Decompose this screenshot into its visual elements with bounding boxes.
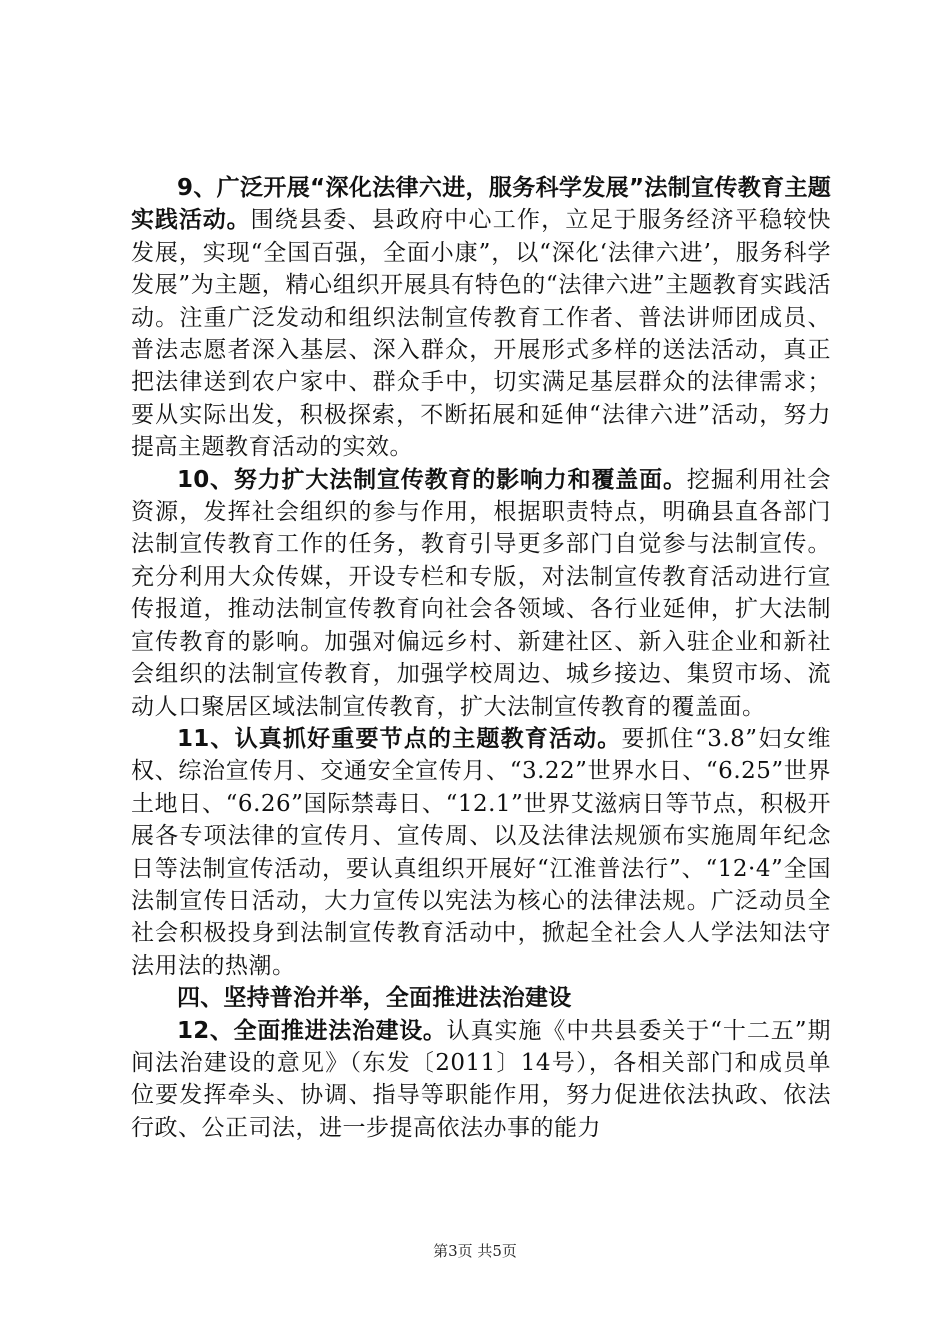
paragraph-item-11 [131, 723, 831, 982]
paragraph-body: 围绕县委、县政府中心工作，立足于服务经济平稳较快发展，实现“全国百强，全面小康”，以“深化‘法律六进’，服务科学发展”为主题，精心组织开展具有特色的“法律六进”主题教育实践活动。注重广泛发动和组织法制宣传教育工作者、普法讲师团成员、普法志愿者深入基层、深入群众，开展形式多样的送法活动，真正把法律送到农户家中、群众手中，切实满足基层群众的法律需求；要从实际出发，积极探索，不断拓展和延伸“法律六进”活动，努力提高主题教育活动的实效。 [131, 207, 832, 461]
paragraph-body: 认真实施《中共县委关于“十二五”期间法治建设的意见》（东发〔2011〕14号），各相关部门和成员单位要发挥牵头、协调、指导等职能作用，努力促进依法执政、依法行政、公正司法，进一步提高依法办事的能力 [131, 1017, 831, 1141]
paragraph-item-9 [131, 172, 831, 464]
page-number-footer: 第3页 共5页 [433, 1242, 517, 1260]
paragraph-body: 挖掘利用社会资源，发挥社会组织的参与作用，根据职责特点，明确县直各部门法制宣传教育工作的任务，教育引导更多部门自觉参与法制宣传。充分利用大众传媒，开设专栏和专版，对法制宣传教育活动进行宣传报道，推动法制宣传教育向社会各领域、各行业延伸，扩大法制宣传教育的影响。加强对偏远乡村、新建社区、新入驻企业和新社会组织的法制宣传教育，加强学校周边、城乡接边、集贸市场、流动人口聚居区域法制宣传教育，扩大法制宣传教育的覆盖面。 [131, 466, 831, 720]
paragraph-lead: 12、全面推进法治建设。 [177, 1017, 447, 1044]
section-heading: 四、坚持普治并举，全面推进法治建设 [177, 985, 572, 1012]
paragraph-lead: 9、广泛开展“深化法律六进，服务科学发展”法制宣传教育主题实践活动。 [131, 175, 831, 234]
paragraph-lead: 11、认真抓好重要节点的主题教育活动。 [177, 725, 622, 752]
paragraph-item-10 [131, 464, 831, 723]
paragraph-lead: 10、努力扩大法制宣传教育的影响力和覆盖面。 [177, 466, 687, 493]
document-body [131, 172, 831, 1144]
paragraph-body: 要抓住“3.8”妇女维权、综治宣传月、交通安全宣传月、“3.22”世界水日、“6.25”世界土地日、“6.26”国际禁毒日、“12.1”世界艾滋病日等节点，积极开展各专项法律的宣传月、宣传周、以及法律法规颁布实施周年纪念日等法制宣传活动，要认真组织开展好“江淮普法行”、“12·4”全国法制宣传日活动，大力宣传以宪法为核心的法律法规。广泛动员全社会积极投身到法制宣传教育活动中，掀起全社会人人学法知法守法用法的热潮。 [131, 725, 831, 979]
paragraph-item-12 [131, 1015, 831, 1145]
